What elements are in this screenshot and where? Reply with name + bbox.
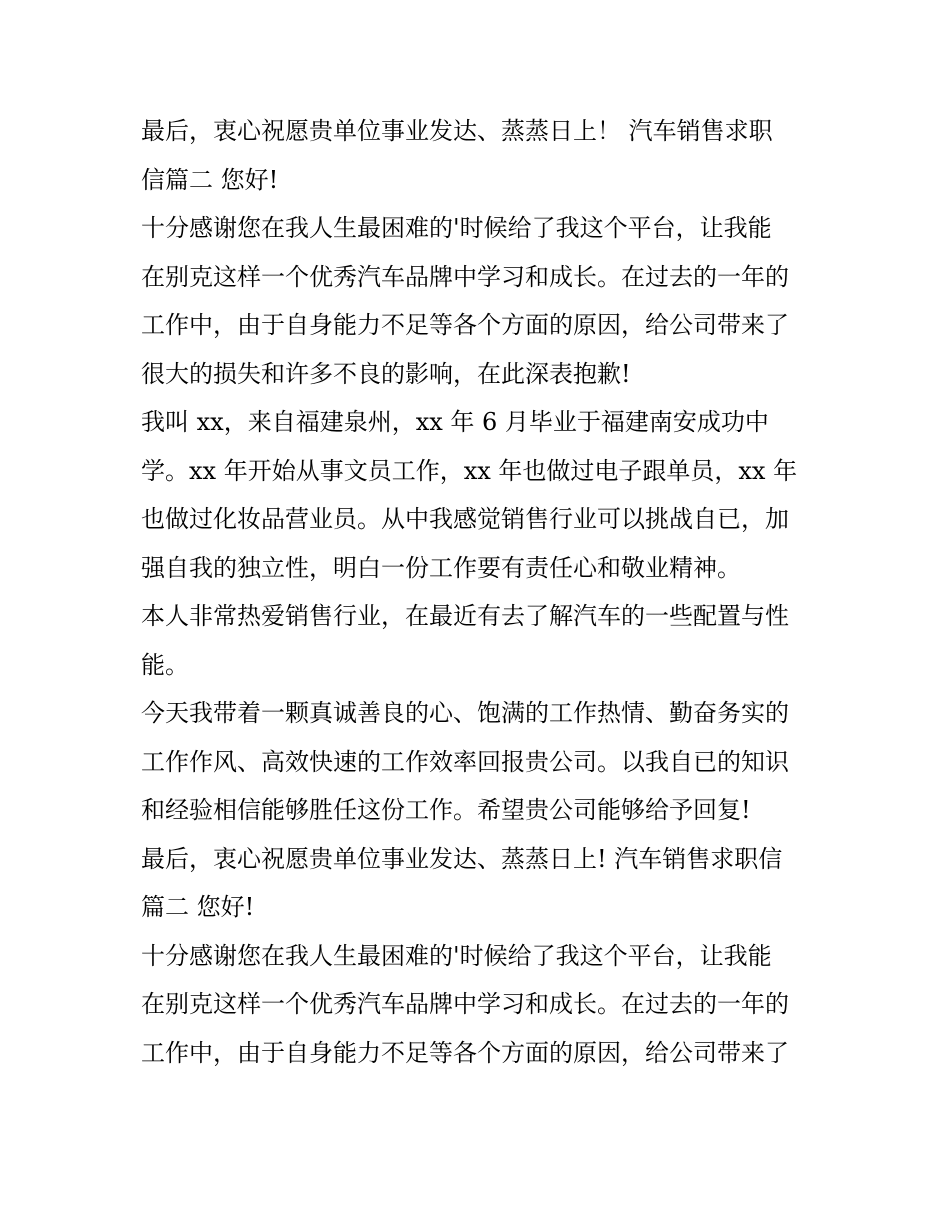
text-line: 强自我的独立性，明白一份工作要有责任心和敬业精神。 <box>141 553 741 582</box>
text-line: 十分感谢您在我人生最困难的'时候给了我这个平台，让我能 <box>141 214 772 242</box>
text-line: 在别克这样一个优秀汽车品牌中学习和成长。在过去的一年的 <box>141 990 789 1018</box>
text-line: 最后，衷心祝愿贵单位事业发达、蒸蒸日上! 汽车销售求职信 <box>141 844 783 873</box>
text-line: 信篇二 您好! <box>141 165 279 194</box>
text-line: 也做过化妆品营业员。从中我感觉销售行业可以挑战自已，加 <box>141 505 789 533</box>
text-line: 学。xx 年开始从事文员工作，xx 年也做过电子跟单员，xx 年 <box>141 456 798 485</box>
text-line: 最后，衷心祝愿贵单位事业发达、蒸蒸日上！ 汽车销售求职 <box>141 117 773 145</box>
text-line: 我叫 xx，来自福建泉州，xx 年 6 月毕业于福建南安成功中 <box>141 408 769 436</box>
text-line: 今天我带着一颗真诚善良的心、饱满的工作热情、勤奋务实的 <box>141 699 789 727</box>
text-line: 工作中，由于自身能力不足等各个方面的原因，给公司带来了 <box>141 1038 789 1067</box>
text-line: 和经验相信能够胜任这份工作。希望贵公司能够给予回复! <box>141 796 751 824</box>
text-line: 工作作风、高效快速的工作效率回报贵公司。以我自已的知识 <box>141 747 789 776</box>
text-line: 工作中，由于自身能力不足等各个方面的原因，给公司带来了 <box>141 311 789 339</box>
text-line: 很大的损失和许多不良的影响，在此深表抱歉! <box>141 359 631 388</box>
text-line: 篇二 您好! <box>141 893 255 921</box>
text-line: 能。 <box>141 650 189 679</box>
text-line: 十分感谢您在我人生最困难的'时候给了我这个平台，让我能 <box>141 941 772 970</box>
document-body <box>141 107 831 1077</box>
text-line: 本人非常热爱销售行业，在最近有去了解汽车的一些配置与性 <box>141 602 789 630</box>
text-line: 在别克这样一个优秀汽车品牌中学习和成长。在过去的一年的 <box>141 262 789 291</box>
